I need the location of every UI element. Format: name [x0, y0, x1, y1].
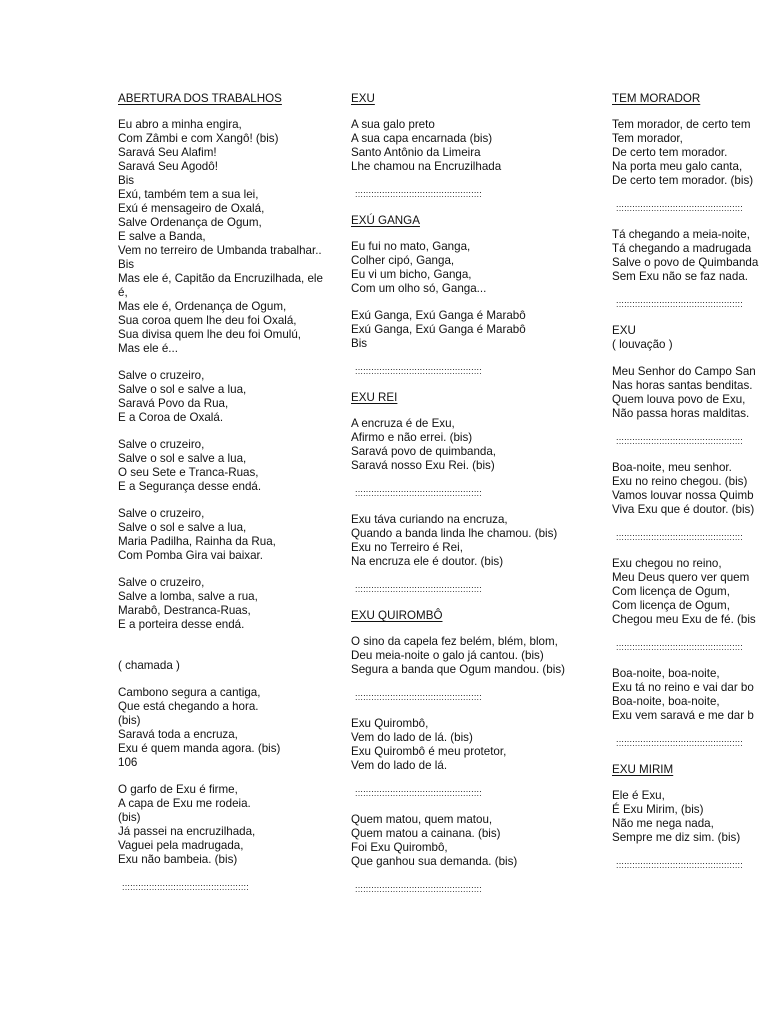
section-heading: TEM MORADOR: [612, 92, 701, 105]
stanza: [118, 369, 344, 425]
stanza-gap: [351, 800, 591, 813]
stanza-gap: [612, 188, 768, 201]
section-heading: EXU REI: [351, 391, 398, 404]
section-heading: EXU QUIROMBÔ: [351, 609, 443, 622]
lyric-line: A sua capa encarnada (bis): [351, 132, 493, 145]
lyric-line: Foi Exu Quirombô,: [351, 841, 448, 854]
stanza-gap: [118, 632, 344, 659]
lyric-line: Mas ele é, Ordenança de Ogum,: [118, 300, 287, 313]
dotted-separator: :::::::::::::::::::::::::::::::::::::::::::::::: [122, 882, 249, 892]
lyric-line: De certo tem morador.: [612, 146, 728, 159]
lyric-line: Chegou meu Exu de fé. (bis: [612, 613, 756, 626]
lyric-line: Sua coroa quem lhe deu foi Oxalá,: [118, 314, 297, 327]
stanza-gap: [612, 654, 768, 667]
lyric-line: Exu não bambeia. (bis): [118, 853, 238, 866]
lyric-line: Exú, também tem a sua lei,: [118, 188, 259, 201]
stanza: [351, 813, 591, 869]
section-heading-row: [351, 609, 591, 623]
lyric-line: Salve o cruzeiro,: [118, 507, 205, 520]
lyric-line: Salve o povo de Quimbanda: [612, 256, 759, 269]
dotted-separator: :::::::::::::::::::::::::::::::::::::::::::::::: [355, 189, 482, 199]
lyric-line: Com um olho só, Ganga...: [351, 282, 487, 295]
stanza: [612, 557, 768, 627]
stanza-gap: [612, 544, 768, 557]
lyric-line: Com licença de Ogum,: [612, 599, 730, 612]
lyric-line: Sempre me diz sim. (bis): [612, 831, 741, 844]
lyric-line: A capa de Exu me rodeia.: [118, 797, 251, 810]
stanza-gap: [118, 867, 344, 880]
lyric-line: E a Coroa de Oxalá.: [118, 411, 224, 424]
lyric-line: Exu no Terreiro é Rei,: [351, 541, 463, 554]
lyric-line: Vaguei pela madrugada,: [118, 839, 244, 852]
stanza-gap: [351, 405, 591, 417]
lyric-line: Tá chegando a meia-noite,: [612, 228, 750, 241]
lyric-line: O seu Sete e Tranca-Ruas,: [118, 466, 259, 479]
lyric-line: Maria Padilha, Rainha da Rua,: [118, 535, 276, 548]
dotted-separator: :::::::::::::::::::::::::::::::::::::::::::::::: [355, 488, 482, 498]
lyric-line: Na porta meu galo canta,: [612, 160, 743, 173]
stanza: [612, 365, 768, 421]
section-heading-row: [118, 92, 344, 106]
lyric-line: Quem matou a cainana. (bis): [351, 827, 501, 840]
dotted-separator: :::::::::::::::::::::::::::::::::::::::::::::::: [616, 860, 743, 870]
lyric-line: Na encruza ele é doutor. (bis): [351, 555, 504, 568]
stanza-gap: [118, 770, 344, 783]
stanza-gap: [351, 869, 591, 882]
stanza-gap: [118, 425, 344, 438]
lyric-line: Salve Ordenança de Ogum,: [118, 216, 262, 229]
stanza: [612, 789, 768, 845]
dotted-separator: :::::::::::::::::::::::::::::::::::::::::::::::: [616, 532, 743, 542]
lyric-line: Vem no terreiro de Umbanda trabalhar..: [118, 244, 322, 257]
column-middle: [351, 92, 591, 896]
stanza-gap: [612, 750, 768, 763]
stanza-gap: [351, 351, 591, 364]
dotted-separator: :::::::::::::::::::::::::::::::::::::::::::::::: [355, 692, 482, 702]
lyric-line: Com licença de Ogum,: [612, 585, 730, 598]
section-heading-row: [351, 214, 591, 228]
lyric-line: Exu é quem manda agora. (bis): [118, 742, 281, 755]
lyric-line: Salve o sol e salve a lua,: [118, 383, 247, 396]
lyric-line: Saravá nosso Exu Rei. (bis): [351, 459, 495, 472]
lyric-line: Exu táva curiando na encruza,: [351, 513, 508, 526]
dotted-separator: :::::::::::::::::::::::::::::::::::::::::::::::: [355, 884, 482, 894]
lyric-line: Segura a banda que Ogum mandou. (bis): [351, 663, 565, 676]
lyric-line: Quando a banda linda lhe chamou. (bis): [351, 527, 558, 540]
stanza: [351, 717, 591, 773]
dotted-separator: :::::::::::::::::::::::::::::::::::::::::::::::: [616, 436, 743, 446]
stanza: [118, 576, 344, 632]
lyric-line: Exu Quirombô,: [351, 717, 429, 730]
stanza-gap: [351, 569, 591, 582]
stanza: [118, 659, 344, 673]
lyric-line: Sem Exu não se faz nada.: [612, 270, 748, 283]
stanza-gap: [612, 352, 768, 365]
stanza-gap: [612, 215, 768, 228]
lyric-line: Deu meia-noite o galo já cantou. (bis): [351, 649, 544, 662]
stanza-gap: [612, 845, 768, 858]
lyric-line: Já passei na encruzilhada,: [118, 825, 256, 838]
lyric-line: Mas ele é, Capitão da Encruzilhada, ele: [118, 272, 323, 285]
section-heading: EXU MIRIM: [612, 763, 674, 776]
lyric-line: E salve a Banda,: [118, 230, 206, 243]
column-right: [612, 92, 768, 872]
lyric-line: Lhe chamou na Encruzilhada: [351, 160, 502, 173]
stanza-gap: [351, 677, 591, 690]
stanza: [351, 240, 591, 296]
dotted-separator: :::::::::::::::::::::::::::::::::::::::::::::::: [616, 738, 743, 748]
lyric-line: Não passa horas malditas.: [612, 407, 750, 420]
lyric-line: Exu vem saravá e me dar b: [612, 709, 754, 722]
dotted-separator: :::::::::::::::::::::::::::::::::::::::::::::::: [355, 584, 482, 594]
stanza-gap: [351, 378, 591, 391]
section-heading: ABERTURA DOS TRABALHOS: [118, 92, 282, 105]
lyric-line: Vamos louvar nossa Quimb: [612, 489, 754, 502]
lyric-line: Meu Deus quero ver quem: [612, 571, 750, 584]
lyric-line: Viva Exu que é doutor. (bis): [612, 503, 755, 516]
lyric-line: Vem do lado de lá. (bis): [351, 731, 473, 744]
lyric-line: 106: [118, 756, 138, 769]
lyric-line: Salve o cruzeiro,: [118, 576, 205, 589]
lyric-line: ( chamada ): [118, 659, 180, 672]
stanza-gap: [351, 228, 591, 240]
lyric-line: Exú Ganga, Exú Ganga é Marabô: [351, 323, 526, 336]
lyric-line: (bis): [118, 714, 141, 727]
lyric-line: Eu abro a minha engira,: [118, 118, 242, 131]
lyric-line: Boa-noite, boa-noite,: [612, 667, 720, 680]
stanza: [118, 438, 344, 494]
lyric-line: Bis: [351, 337, 368, 350]
stanza: [118, 118, 344, 356]
lyric-line: É Exu Mirim, (bis): [612, 803, 704, 816]
stanza-gap: [612, 723, 768, 736]
stanza: [612, 228, 768, 284]
lyric-line: ( louvação ): [612, 338, 673, 351]
section-heading: EXÚ GANGA: [351, 214, 420, 227]
stanza-gap: [612, 627, 768, 640]
lyric-line: é,: [118, 286, 128, 299]
dotted-separator: :::::::::::::::::::::::::::::::::::::::::::::::: [616, 299, 743, 309]
dotted-separator: :::::::::::::::::::::::::::::::::::::::::::::::: [616, 642, 743, 652]
stanza-gap: [612, 106, 768, 118]
lyric-line: Que ganhou sua demanda. (bis): [351, 855, 518, 868]
stanza: [351, 635, 591, 677]
lyric-line: Quem matou, quem matou,: [351, 813, 493, 826]
lyric-line: Sua divisa quem lhe deu foi Omulú,: [118, 328, 302, 341]
lyric-line: Exú Ganga, Exú Ganga é Marabô: [351, 309, 526, 322]
stanza-gap: [612, 421, 768, 434]
lyric-line: Saravá Seu Alafim!: [118, 146, 217, 159]
lyric-line: Exú é mensageiro de Oxalá,: [118, 202, 265, 215]
lyric-line: Boa-noite, boa-noite,: [612, 695, 720, 708]
lyric-line: Saravá Seu Agodô!: [118, 160, 218, 173]
lyric-line: Colher cipó, Ganga,: [351, 254, 455, 267]
stanza-gap: [612, 517, 768, 530]
lyric-line: Nas horas santas benditas.: [612, 379, 753, 392]
lyric-line: Salve o cruzeiro,: [118, 369, 205, 382]
stanza-gap: [351, 704, 591, 717]
stanza-gap: [351, 174, 591, 187]
lyric-line: Salve a lomba, salve a rua,: [118, 590, 258, 603]
stanza-gap: [118, 494, 344, 507]
stanza: [612, 461, 768, 517]
dotted-separator: :::::::::::::::::::::::::::::::::::::::::::::::: [355, 366, 482, 376]
lyric-line: Saravá toda a encruza,: [118, 728, 238, 741]
lyric-line: Exu chegou no reino,: [612, 557, 722, 570]
dotted-separator: :::::::::::::::::::::::::::::::::::::::::::::::: [616, 203, 743, 213]
lyric-line: Saravá povo de quimbanda,: [351, 445, 497, 458]
lyric-line: Marabô, Destranca-Ruas,: [118, 604, 251, 617]
stanza-gap: [351, 473, 591, 486]
stanza: [118, 507, 344, 563]
stanza: [118, 783, 344, 867]
lyric-line: Que está chegando a hora.: [118, 700, 259, 713]
stanza: [118, 686, 344, 770]
stanza-gap: [351, 773, 591, 786]
stanza: [612, 118, 768, 188]
lyric-line: Salve o cruzeiro,: [118, 438, 205, 451]
lyric-line: (bis): [118, 811, 141, 824]
lyric-line: Salve o sol e salve a lua,: [118, 521, 247, 534]
stanza-gap: [612, 311, 768, 324]
stanza-gap: [351, 623, 591, 635]
lyric-line: Não me nega nada,: [612, 817, 714, 830]
stanza-gap: [351, 201, 591, 214]
stanza-gap: [118, 673, 344, 686]
stanza-gap: [118, 563, 344, 576]
lyric-line: Cambono segura a cantiga,: [118, 686, 261, 699]
stanza-gap: [612, 777, 768, 789]
lyric-line: O sino da capela fez belém, blém, blom,: [351, 635, 558, 648]
lyric-line: EXU: [612, 324, 636, 337]
lyric-line: Bis: [118, 258, 135, 271]
stanza: [351, 118, 591, 174]
lyric-line: Quem louva povo de Exu,: [612, 393, 746, 406]
section-heading: EXU: [351, 92, 375, 105]
lyric-line: Saravá Povo da Rua,: [118, 397, 229, 410]
lyric-line: Tá chegando a madrugada: [612, 242, 752, 255]
lyric-line: Exu tá no reino e vai dar bo: [612, 681, 754, 694]
column-left: [118, 92, 344, 894]
stanza-gap: [351, 106, 591, 118]
lyric-line: Boa-noite, meu senhor.: [612, 461, 732, 474]
stanza-gap: [351, 296, 591, 309]
lyric-line: Salve o sol e salve a lua,: [118, 452, 247, 465]
lyric-line: Tem morador, de certo tem: [612, 118, 751, 131]
lyric-line: Afirmo e não errei. (bis): [351, 431, 473, 444]
lyric-line: Mas ele é...: [118, 342, 178, 355]
lyric-line: Bis: [118, 174, 135, 187]
lyric-line: Meu Senhor do Campo San: [612, 365, 756, 378]
stanza-gap: [351, 596, 591, 609]
section-heading-row: [612, 92, 768, 106]
stanza-gap: [351, 500, 591, 513]
lyric-line: E a porteira desse endá.: [118, 618, 245, 631]
lyric-line: Vem do lado de lá.: [351, 759, 448, 772]
lyric-line: A sua galo preto: [351, 118, 435, 131]
lyric-line: Tem morador,: [612, 132, 683, 145]
lyric-line: Santo Antônio da Limeira: [351, 146, 481, 159]
lyric-line: O garfo de Exu é firme,: [118, 783, 238, 796]
section-heading-row: [351, 391, 591, 405]
stanza: [612, 324, 768, 352]
lyric-line: Com Zâmbi e com Xangô! (bis): [118, 132, 279, 145]
stanza: [351, 417, 591, 473]
dotted-separator: :::::::::::::::::::::::::::::::::::::::::::::::: [355, 788, 482, 798]
lyric-line: Ele é Exu,: [612, 789, 665, 802]
lyric-line: E a Segurança desse endá.: [118, 480, 262, 493]
lyric-line: Eu vi um bicho, Ganga,: [351, 268, 472, 281]
lyric-line: Exu no reino chegou. (bis): [612, 475, 748, 488]
lyric-line: Exu Quirombô é meu protetor,: [351, 745, 507, 758]
lyric-line: A encruza é de Exu,: [351, 417, 455, 430]
section-heading-row: [612, 763, 768, 777]
stanza-gap: [118, 356, 344, 369]
stanza-gap: [118, 106, 344, 118]
section-heading-row: [351, 92, 591, 106]
stanza: [351, 513, 591, 569]
lyric-line: Eu fui no mato, Ganga,: [351, 240, 471, 253]
stanza: [351, 309, 591, 351]
lyric-line: Com Pomba Gira vai baixar.: [118, 549, 263, 562]
stanza: [612, 667, 768, 723]
stanza-gap: [612, 448, 768, 461]
stanza-gap: [612, 284, 768, 297]
lyric-line: De certo tem morador. (bis): [612, 174, 754, 187]
